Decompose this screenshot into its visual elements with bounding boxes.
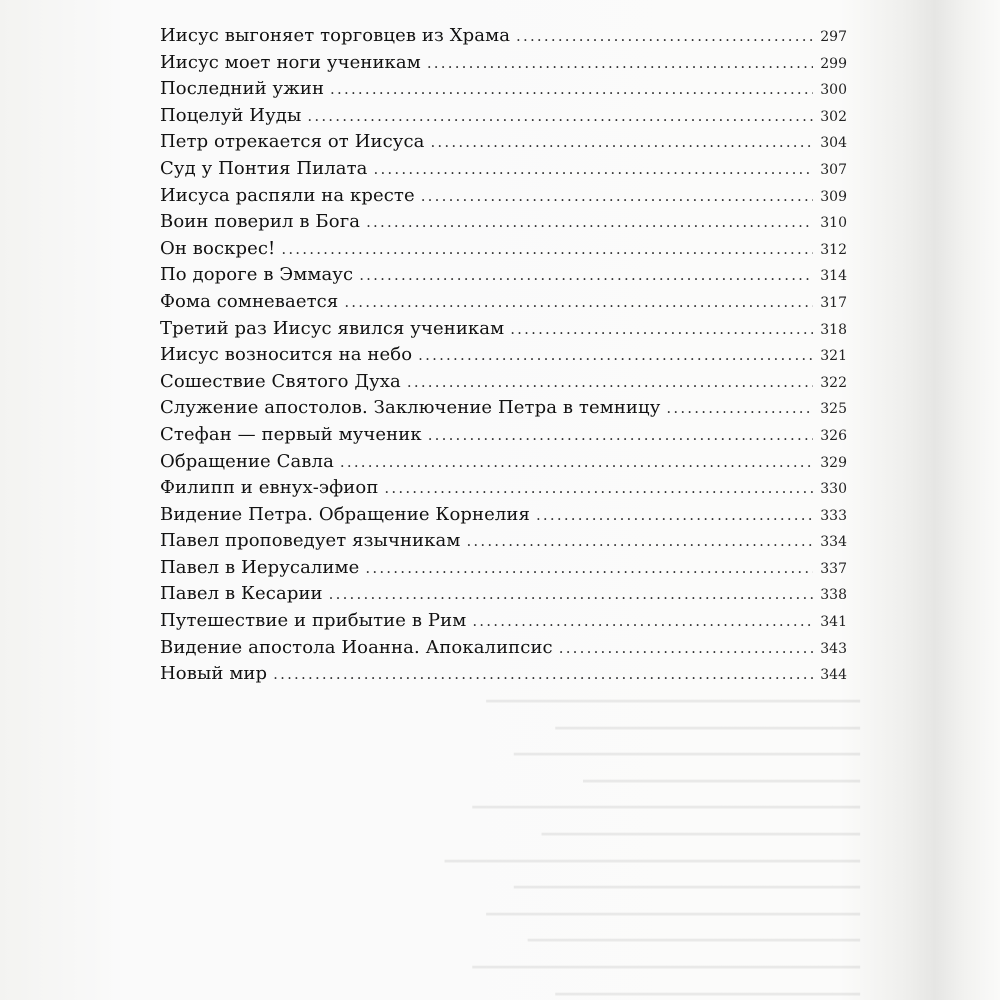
toc-entry-page-number: 297: [820, 29, 847, 45]
toc-entry[interactable]: [160, 23, 847, 50]
toc-entry-page-number: 312: [820, 241, 847, 258]
toc-entry-title: Фома сомневается: [160, 290, 339, 312]
toc-entry-title: Иисуса распяли на кресте: [160, 184, 415, 206]
toc-entry-title: Последний ужин: [160, 78, 325, 100]
leader-dots: [340, 449, 813, 476]
toc-entry-page-number: 344: [820, 667, 847, 684]
toc-entry-title: Обращение Савла: [160, 450, 334, 472]
toc-entry-page-number: 329: [820, 454, 847, 471]
toc-entry[interactable]: [160, 289, 847, 316]
toc-entry-page-number: 310: [820, 215, 847, 232]
toc-entry[interactable]: [160, 50, 847, 77]
toc-entry[interactable]: [160, 103, 847, 130]
toc-entry-page-number: 317: [820, 294, 847, 311]
toc-entry-title: Филипп и евнух-эфиоп: [160, 477, 379, 499]
toc-entry-title: Павел в Иерусалиме: [160, 556, 360, 578]
leader-dots: [510, 316, 813, 343]
toc-entry-title: Павел проповедует язычникам: [160, 530, 461, 552]
toc-entry-title: Третий раз Иисус явился ученикам: [160, 317, 505, 339]
leader-dots: [374, 156, 814, 183]
toc-entry-title: Поцелуй Иуды: [160, 104, 302, 126]
leader-dots: [472, 608, 813, 635]
leader-dots: [421, 183, 813, 210]
toc-entry-page-number: 304: [820, 135, 847, 152]
toc-entry-title: Путешествие и прибытие в Рим: [160, 610, 467, 632]
toc-entry-page-number: 314: [820, 268, 847, 285]
toc-entry[interactable]: [160, 183, 847, 210]
toc-entry-page-number: 341: [820, 614, 847, 631]
leader-dots: [428, 422, 813, 449]
toc-entry-page-number: 330: [820, 481, 847, 498]
leader-dots: [329, 581, 813, 608]
leader-dots: [430, 129, 813, 156]
toc-entry-page-number: 334: [820, 534, 847, 551]
leader-dots: [281, 236, 813, 263]
toc-entry-title: Суд у Понтия Пилата: [160, 157, 368, 179]
toc-entry-title: Павел в Кесарии: [160, 583, 323, 605]
toc-entry[interactable]: [160, 395, 847, 422]
leader-dots: [273, 661, 813, 688]
toc-entry[interactable]: [160, 156, 847, 183]
leader-dots: [666, 395, 813, 422]
toc-entry-title: Он воскрес!: [160, 237, 276, 259]
leader-dots: [330, 76, 813, 103]
toc-entry[interactable]: [160, 475, 847, 502]
toc-entry-title: Новый мир: [160, 663, 268, 685]
leader-dots: [407, 369, 813, 396]
leader-dots: [427, 50, 813, 77]
toc-entry[interactable]: [160, 608, 847, 635]
toc-entry[interactable]: [160, 555, 847, 582]
toc-entry-page-number: 309: [820, 188, 847, 205]
toc-entry-page-number: 338: [820, 587, 847, 604]
toc-entry-page-number: 300: [820, 82, 847, 99]
toc-entry-page-number: 322: [820, 374, 847, 391]
toc-entry[interactable]: [160, 528, 847, 555]
toc-entry[interactable]: [160, 635, 847, 662]
toc-entry-page-number: 321: [820, 348, 847, 365]
toc-entry-title: Иисус возносится на небо: [160, 344, 413, 366]
toc-entry-title: Стефан — первый мученик: [160, 423, 422, 445]
leader-dots: [466, 528, 813, 555]
bleed-through-text: ▁▁▁▁▁▁▁▁▁▁▁▁▁▁▁▁▁▁▁▁▁▁▁▁▁▁▁ ▁▁▁▁▁▁▁▁▁▁▁▁▁▁▁▁▁▁▁▁▁▁ ▁▁▁▁▁▁▁▁▁▁▁▁▁▁▁▁▁▁▁▁▁▁▁▁▁ ▁▁▁▁▁▁▁▁▁▁▁▁▁▁▁▁▁▁▁▁ ▁▁▁▁▁▁▁▁▁▁▁▁▁▁▁▁▁▁▁▁▁▁▁▁▁▁▁▁ ▁▁▁▁▁▁▁▁▁▁▁▁▁▁▁▁▁▁▁▁▁▁▁ ▁▁▁▁▁▁▁▁▁▁▁▁▁▁▁▁▁▁▁▁▁▁▁▁▁▁▁▁▁▁ ▁▁▁▁▁▁▁▁▁▁▁▁▁▁▁▁▁▁▁▁▁▁▁▁▁ ▁▁▁▁▁▁▁▁▁▁▁▁▁▁▁▁▁▁▁▁▁▁▁▁▁▁▁ ▁▁▁▁▁▁▁▁▁▁▁▁▁▁▁▁▁▁▁▁▁▁▁▁ ▁▁▁▁▁▁▁▁▁▁▁▁▁▁▁▁▁▁▁▁▁▁▁▁▁▁▁▁ ▁▁▁▁▁▁▁▁▁▁▁▁▁▁▁▁▁▁▁▁▁▁: [444, 682, 860, 996]
toc-entry-page-number: 326: [820, 427, 847, 444]
toc-entry-title: Иисус моет ноги ученикам: [160, 51, 421, 73]
toc-entry[interactable]: [160, 316, 847, 343]
toc-entry[interactable]: [160, 581, 847, 608]
toc-entry[interactable]: [160, 342, 847, 369]
leader-dots: [359, 262, 813, 289]
toc-entry-title: Сошествие Святого Духа: [160, 370, 401, 392]
toc-entry[interactable]: [160, 661, 847, 688]
toc-entry-page-number: 337: [820, 560, 847, 577]
toc-entry[interactable]: [160, 422, 847, 449]
toc-entry-page-number: 325: [820, 401, 847, 418]
toc-entry[interactable]: [160, 449, 847, 476]
table-of-contents: [160, 23, 847, 688]
leader-dots: [366, 209, 813, 236]
toc-entry-page-number: 307: [820, 161, 847, 178]
toc-entry-title: Видение апостола Иоанна. Апокалипсис: [160, 636, 553, 658]
leader-dots: [344, 289, 813, 316]
toc-entry-title: Воин поверил в Бога: [160, 211, 361, 233]
toc-entry[interactable]: [160, 369, 847, 396]
leader-dots: [536, 502, 813, 529]
toc-entry[interactable]: [160, 129, 847, 156]
toc-entry[interactable]: [160, 76, 847, 103]
leader-dots: [384, 475, 813, 502]
toc-entry-title: Видение Петра. Обращение Корнелия: [160, 503, 530, 525]
toc-entry-page-number: 302: [820, 108, 847, 125]
toc-entry-page-number: 299: [820, 55, 847, 72]
toc-entry-title: По дороге в Эммаус: [160, 264, 354, 286]
leader-dots: [559, 635, 813, 662]
leader-dots: [365, 555, 813, 582]
toc-entry-title: Петр отрекается от Иисуса: [160, 131, 425, 153]
leader-dots: [418, 342, 813, 369]
toc-entry-page-number: 318: [820, 321, 847, 338]
toc-entry[interactable]: [160, 236, 847, 263]
toc-entry-title: Иисус выгоняет торговцев из Храма: [160, 25, 511, 46]
toc-entry-page-number: 343: [820, 640, 847, 657]
toc-entry-title: Служение апостолов. Заключение Петра в темницу: [160, 397, 661, 419]
toc-entry[interactable]: [160, 262, 847, 289]
leader-dots: [307, 103, 813, 130]
toc-entry[interactable]: [160, 209, 847, 236]
toc-entry[interactable]: [160, 502, 847, 529]
toc-entry-page-number: 333: [820, 507, 847, 524]
leader-dots: [516, 23, 813, 50]
